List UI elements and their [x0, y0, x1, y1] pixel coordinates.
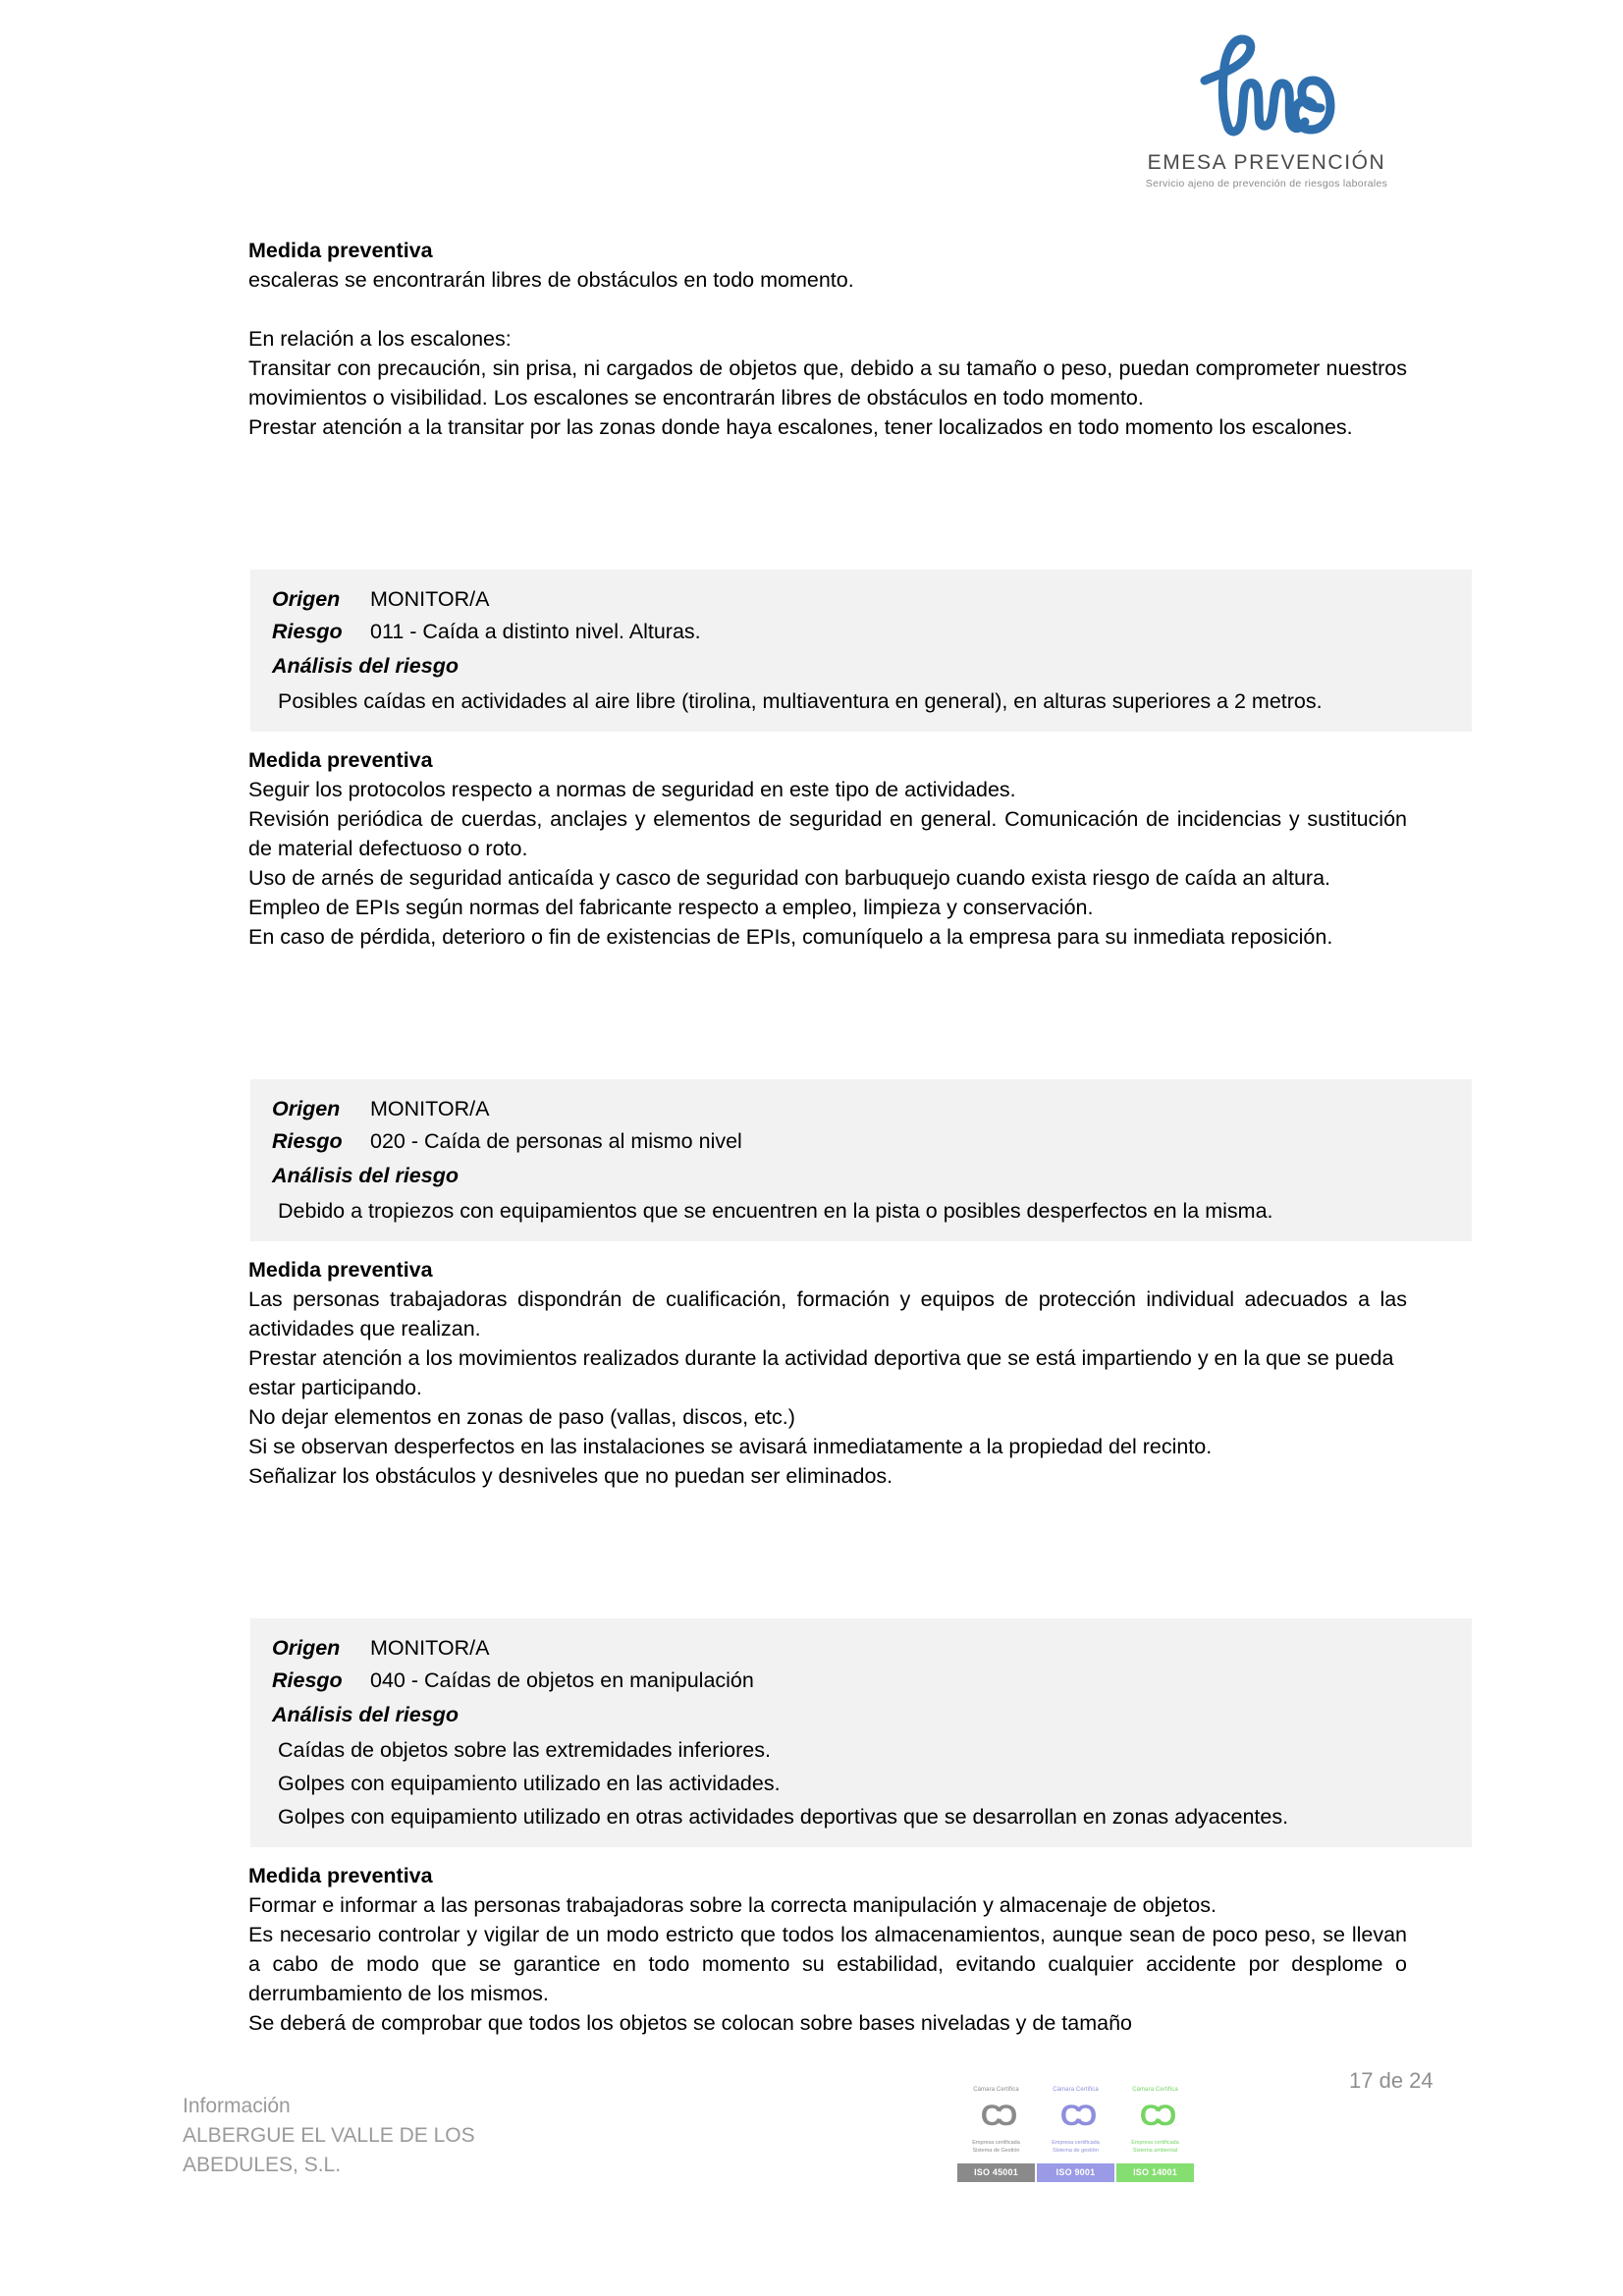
risk-label: Riesgo [272, 620, 343, 643]
badge-subtitle-line2: Sistema de Gestión [972, 2148, 1020, 2155]
measure-line: Señalizar los obstáculos y desniveles que no puedan ser eliminados. [248, 1464, 893, 1488]
badge-issuer: Cámara Certifica [973, 2087, 1019, 2093]
measure-heading: Medida preventiva [248, 239, 433, 262]
risk-label: Riesgo [272, 1668, 343, 1692]
company-logo [1119, 29, 1414, 190]
analysis-heading: Análisis del riesgo [272, 654, 459, 678]
risk-label: Riesgo [272, 1129, 343, 1153]
risk-origin-row [272, 583, 1450, 616]
risk-code-row [272, 1125, 1450, 1158]
measure-line: Empleo de EPIs según normas del fabricante respecto a empleo, limpieza y conservación. [248, 896, 1094, 919]
risk-summary-box [250, 1079, 1472, 1241]
measure-heading: Medida preventiva [248, 1864, 433, 1887]
risk-entry [248, 1618, 1407, 2038]
measure-line: escaleras se encontrarán libres de obstáculos en todo momento. [248, 268, 854, 292]
measure-heading: Medida preventiva [248, 748, 433, 772]
origin-value: MONITOR/A [370, 1097, 490, 1121]
risk-code-row [272, 1665, 1450, 1697]
certification-badge-iso14001 [1116, 2082, 1194, 2182]
risk-code-row [272, 616, 1450, 648]
measure-block [248, 1255, 1407, 1491]
logo-tagline: Servicio ajeno de prevención de riesgos laborales [1145, 178, 1388, 190]
badge-subtitle-line1: Empresa certificada [1131, 2140, 1179, 2147]
analysis-text: Golpes con equipamiento utilizado en las actividades. [278, 1772, 781, 1795]
measure-line: Las personas trabajadoras dispondrán de cualificación, formación y equipos de protección individual adecuados a las actividades que realizan. [248, 1287, 1407, 1340]
certification-badges [957, 2082, 1194, 2182]
badge-subtitle-line2: Sistema ambiental [1132, 2148, 1178, 2155]
badge-subtitle-line1: Empresa certificada [1052, 2140, 1100, 2147]
risk-entry [248, 570, 1407, 952]
page-content [248, 236, 1407, 2038]
badge-subtitle-line2: Sistema de gestión [1053, 2148, 1099, 2155]
footer-info-label: Información [183, 2095, 291, 2117]
origin-label: Origen [272, 1097, 341, 1121]
badge-subtitle [1049, 2139, 1103, 2155]
footer-company-name-line2: ABEDULES, S.L. [183, 2154, 342, 2176]
measure-line: Revisión periódica de cuerdas, anclajes y elementos de seguridad en general. Comunicación de incidencias y sustitución de material defectuoso o roto. [248, 807, 1407, 860]
measure-line: Prestar atención a la transitar por las zonas donde haya escalones, tener localizados en todo momento los escalones. [248, 415, 1353, 439]
analysis-heading: Análisis del riesgo [272, 1164, 459, 1187]
measure-line: En caso de pérdida, deterioro o fin de existencias de EPIs, comuníquelo a la empresa para su inmediata reposición. [248, 925, 1333, 949]
camara-certifica-icon: CƆ [980, 2099, 1012, 2132]
camara-certifica-icon: CƆ [1059, 2099, 1092, 2132]
measure-line: Es necesario controlar y vigilar de un modo estricto que todos los almacenamientos, aunque sean de poco peso, se llevan a cabo de modo que se garantice en todo momento su estabilidad, evitando cualquier accidente por desplome o derrumbamiento de los mismos. [248, 1923, 1407, 2005]
measure-line: Transitar con precaución, sin prisa, ni cargados de objetos que, debido a su tamaño o peso, puedan comprometer nuestros movimientos o visibilidad. Los escalones se encontrarán libres de obstáculos en todo momento. [248, 356, 1407, 410]
origin-value: MONITOR/A [370, 587, 490, 611]
page-header [0, 29, 1623, 226]
badge-standard: ISO 14001 [1116, 2163, 1194, 2182]
risk-value: 020 - Caída de personas al mismo nivel [370, 1129, 742, 1153]
measure-line: Prestar atención a los movimientos realizados durante la actividad deportiva que se está impartiendo y en la que se pueda estar participando. [248, 1346, 1394, 1399]
emesa-logo-icon [1119, 29, 1414, 147]
badge-issuer: Cámara Certifica [1053, 2087, 1099, 2093]
measure-line: Seguir los protocolos respecto a normas de seguridad en este tipo de actividades. [248, 778, 1016, 801]
risk-origin-row [272, 1632, 1450, 1665]
risk-value: 011 - Caída a distinto nivel. Alturas. [370, 620, 701, 643]
risk-summary-box [250, 1618, 1472, 1847]
badge-subtitle [969, 2139, 1023, 2155]
badge-subtitle-line1: Empresa certificada [972, 2140, 1020, 2147]
measure-line: Se deberá de comprobar que todos los objetos se colocan sobre bases niveladas y de tamaño [248, 2011, 1132, 2035]
measure-block [248, 745, 1407, 952]
risk-origin-row [272, 1093, 1450, 1125]
badge-standard: ISO 9001 [1037, 2163, 1114, 2182]
analysis-text: Debido a tropiezos con equipamientos que se encuentren en la pista o posibles desperfectos en la misma. [278, 1199, 1273, 1223]
measure-line: Formar e informar a las personas trabajadoras sobre la correcta manipulación y almacenaje de objetos. [248, 1893, 1217, 1917]
logo-company-name: EMESA PREVENCIÓN [1147, 151, 1386, 174]
badge-standard: ISO 45001 [957, 2163, 1035, 2182]
footer-company-name-line1: ALBERGUE EL VALLE DE LOS [183, 2124, 475, 2147]
continuation-measure-block [248, 236, 1407, 442]
measure-line: No dejar elementos en zonas de paso (vallas, discos, etc.) [248, 1405, 795, 1429]
certification-badge-iso45001 [957, 2082, 1035, 2182]
measure-line: Uso de arnés de seguridad anticaída y casco de seguridad con barbuquejo cuando exista riesgo de caída an altura. [248, 866, 1331, 890]
origin-value: MONITOR/A [370, 1636, 490, 1660]
analysis-heading: Análisis del riesgo [272, 1703, 459, 1726]
origin-label: Origen [272, 587, 341, 611]
page-footer [0, 2041, 1623, 2296]
risk-entry [248, 1079, 1407, 1491]
risk-summary-box [250, 570, 1472, 732]
analysis-text: Caídas de objetos sobre las extremidades inferiores. [278, 1738, 771, 1762]
measure-line: Si se observan desperfectos en las instalaciones se avisará inmediatamente a la propiedad del recinto. [248, 1435, 1213, 1458]
analysis-text: Posibles caídas en actividades al aire libre (tirolina, multiaventura en general), en alturas superiores a 2 metros. [278, 689, 1323, 713]
camara-certifica-icon: CƆ [1139, 2099, 1171, 2132]
risk-value: 040 - Caídas de objetos en manipulación [370, 1668, 754, 1692]
origin-label: Origen [272, 1636, 341, 1660]
badge-issuer: Cámara Certifica [1132, 2087, 1178, 2093]
measure-block [248, 1861, 1407, 2038]
badge-subtitle [1128, 2139, 1182, 2155]
analysis-text: Golpes con equipamiento utilizado en otras actividades deportivas que se desarrollan en zonas adyacentes. [278, 1805, 1289, 1829]
measure-heading: Medida preventiva [248, 1258, 433, 1282]
page-number: 17 de 24 [1349, 2068, 1434, 2093]
certification-badge-iso9001 [1037, 2082, 1114, 2182]
measure-line: En relación a los escalones: [248, 327, 512, 351]
footer-company-info [183, 2092, 605, 2180]
